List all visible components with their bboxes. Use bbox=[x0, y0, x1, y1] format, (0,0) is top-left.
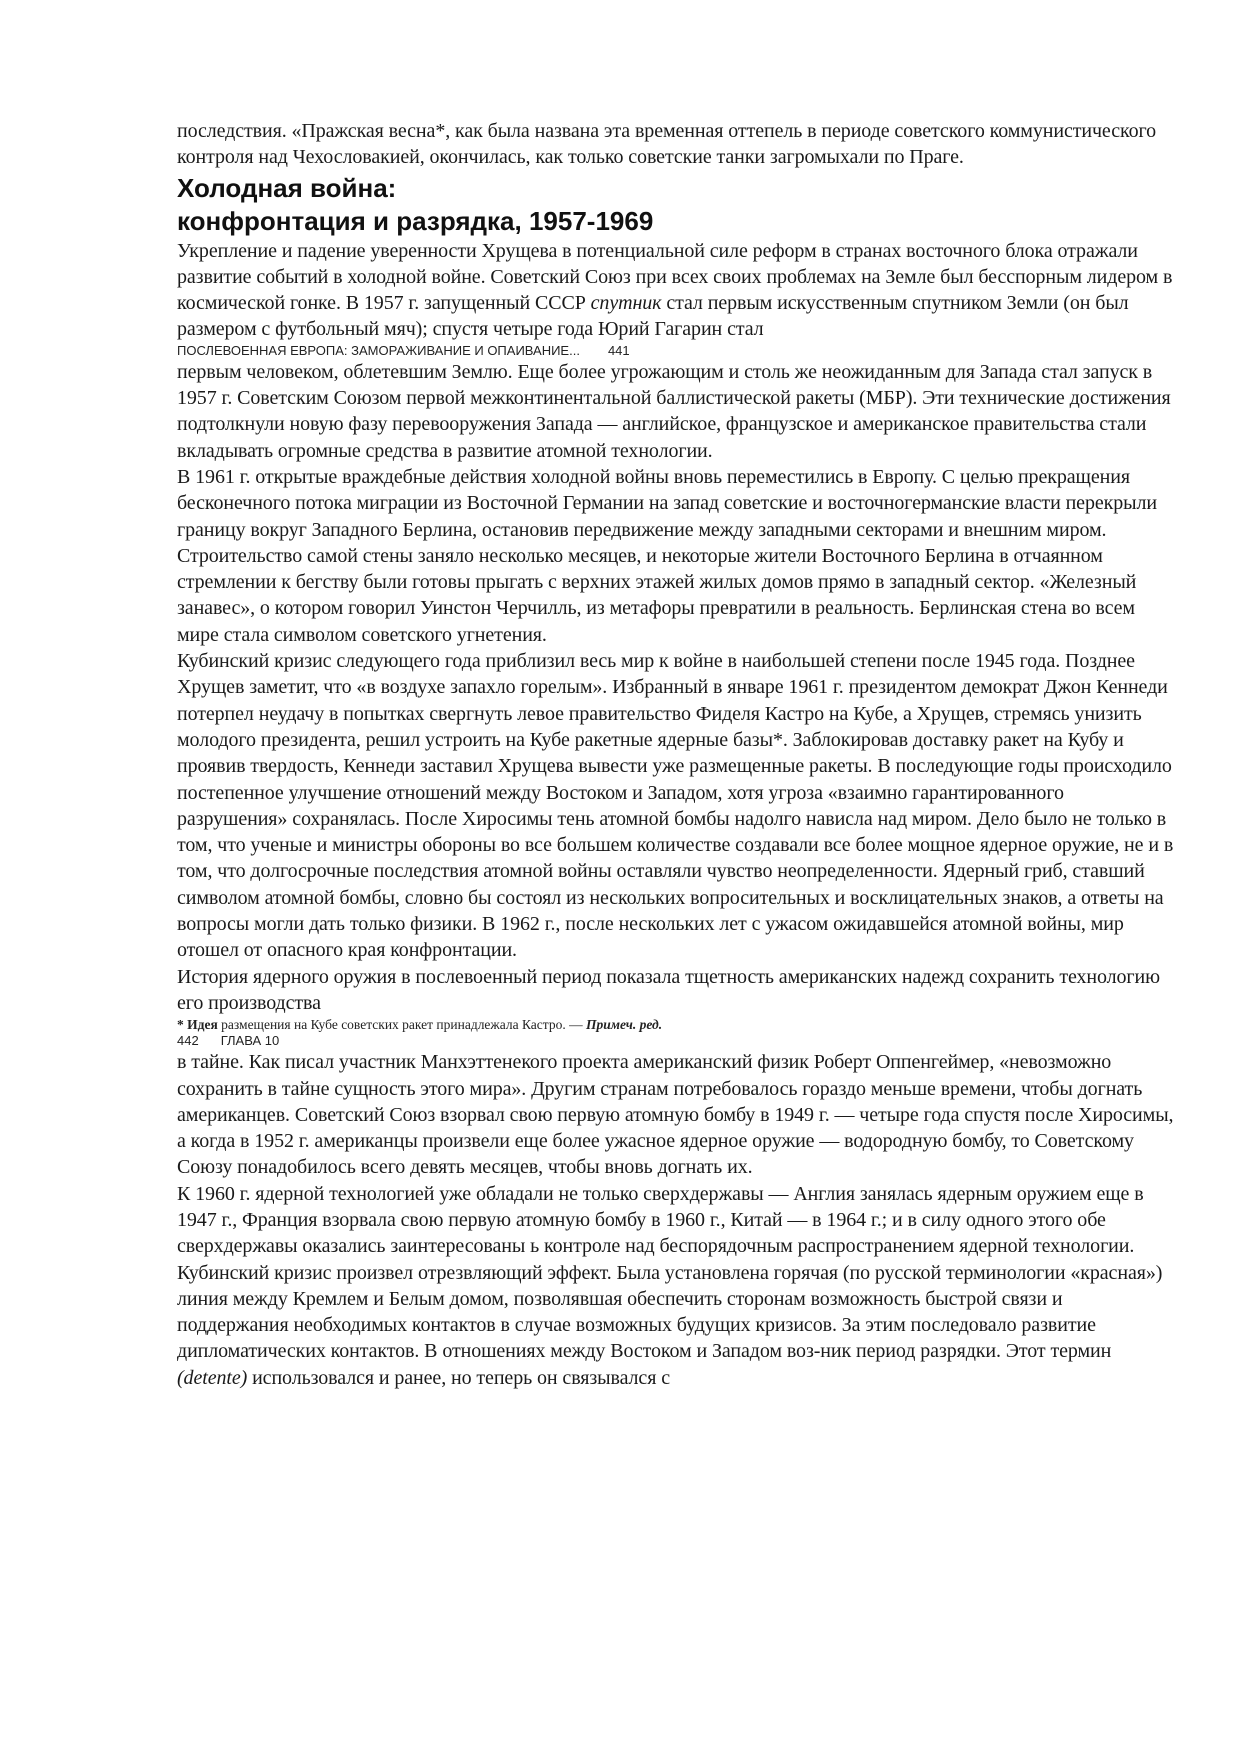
paragraph-intro: последствия. «Пражская весна*, как была названа эта временная оттепель в периоде советского коммунистического контроля над Чехословакией, окончилась, как только советские танки загромыхали по Праге. bbox=[177, 120, 1156, 169]
paragraph-6: в тайне. Как писал участник Манхэттенекого проекта американский физик Роберт Оппенгеймер, «невозможно сохранить в тайне сущность этого мира». Другим странам потребовалось гораздо меньше времени, чтобы догнать американцев. Советский Союз взорвал свою первую атомную бомбу в 1949 г. — четыре года спустя после Хиросимы, а когда в 1952 г. американцы произвели еще более ужасное ядерное оружие — водородную бомбу, то Советскому Союзу понадобилось всего девять месяцев, чтобы вновь догнать их. bbox=[177, 1051, 1174, 1179]
paragraph-1 bbox=[177, 238, 1177, 343]
paragraph-5: История ядерного оружия в послевоенный период показала тщетность американских надежд сохранить технологию его производства bbox=[177, 965, 1160, 1014]
chapter-label: ГЛАВА 10 bbox=[220, 1033, 280, 1049]
paragraph-1-text-b: стал первым искусственным спутником Земли (он был размером с футбольный мяч); спустя четыре года Юрий Гагарин стал bbox=[177, 292, 1129, 341]
footnote-text: размещения на Кубе советских ракет принадлежала Кастро. — bbox=[217, 1017, 586, 1033]
running-head-page-442 bbox=[177, 1033, 1177, 1049]
section-heading bbox=[177, 172, 1177, 238]
paragraph-7-emphasis: (detente) bbox=[177, 1366, 248, 1389]
paragraph-1-emphasis: спутник bbox=[590, 292, 662, 315]
section-heading-line-2: конфронтация и разрядка, 1957-1969 bbox=[177, 205, 654, 236]
paragraph-3: В 1961 г. открытые враждебные действия холодной войны вновь переместились в Европу. С целью прекращения бесконечного потока миграции из Восточной Германии на запад советские и восточногерманские власти перекрыли границу вокруг Западного Берлина, остановив передвижение между западными секторами и внешним миром. Строительство самой стены заняло несколько месяцев, и некоторые жители Восточного Берлина в отчаянном стремлении к бегству были готовы прыгать с верхних этажей жилых домов прямо в западный сектор. «Железный занавес», о котором говорил Уинстон Черчилль, из метафоры превратили в реальность. Берлинская стена во всем мире стала символом советского угнетения. bbox=[177, 465, 1157, 646]
paragraph-1-text-a: Укрепление и падение уверенности Хрущева в потенциальной силе реформ в странах восточного блока отражали развитие событий в холодной войне. Советский Союз при всех своих проблемах на Земле был бесспорным лидером в космической гонке. В 1957 г. запущенный СССР bbox=[177, 239, 1173, 315]
footnote-editor-note: Примеч. ред. bbox=[585, 1017, 663, 1033]
paragraph-2: первым человеком, облетевшим Землю. Еще более угрожающим и столь же неожиданным для Запада стал запуск в 1957 г. Советским Союзом первой межконтинентальной баллистической ракеты (МБР). Эти технические достижения подтолкнули новую фазу перевооружения Запада — английское, французское и американское правительства стали вкладывать огромные средства в развитие атомной технологии. bbox=[177, 360, 1171, 462]
paragraph-4: Кубинский кризис следующего года приблизил весь мир к войне в наибольшей степени после 1945 года. Позднее Хрущев заметит, что «в воздухе запахло горелым». Избранный в январе 1961 г. президентом демократ Джон Кеннеди потерпел неудачу в попытках свергнуть левое правительство Фиделя Кастро на Кубе, а Хрущев, стремясь унизить молодого президента, решил устроить на Кубе ракетные ядерные базы*. Заблокировав доставку ракет на Кубу и проявив твердость, Кеннеди заставил Хрущева вывести уже размещенные ракеты. В последующие годы происходило постепенное улучшение отношений между Востоком и Западом, хотя угроза «взаимно гарантированного разрушения» сохранялась. После Хиросимы тень атомной бомбы надолго нависла над миром. Дело было не только в том, что ученые и министры обороны во все большем количестве создавали все более мощное ядерное оружие, не и в том, что долгосрочные последствия атомной войны оставляли чувство неопределенности. Ядерный гриб, ставший символом атомной бомбы, словно бы состоял из нескольких вопросительных и восклицательных знаков, а ответы на вопросы могли дать только физики. В 1962 г., после нескольких лет с ужасом ожидавшейся атомной войны, мир отошел от опасного края конфронтации. bbox=[177, 650, 1174, 962]
document-page bbox=[177, 118, 1177, 1391]
footnote bbox=[177, 1016, 1177, 1033]
page-number: 442 bbox=[177, 1033, 199, 1049]
page-number: 441 bbox=[607, 342, 630, 358]
paragraph-7 bbox=[177, 1181, 1177, 1391]
paragraph-7-text-b: использовался и ранее, но теперь он связывался с bbox=[247, 1366, 670, 1389]
running-head-page-441 bbox=[177, 343, 1177, 359]
section-heading-line-1: Холодная война: bbox=[177, 172, 397, 203]
paragraph-7-text-a: К 1960 г. ядерной технологией уже обладали не только сверхдержавы — Англия занялась ядерным оружием еще в 1947 г., Франция взорвала свою первую атомную бомбу в 1960 г., Китай — в 1964 г.; и в силу одного этого обе сверхдержавы оказались заинтересованы ь контроле над беспорядочным распространением ядерной технологии. Кубинский кризис произвел отрезвляющий эффект. Была установлена горячая (по русской терминологии «красная») линия между Кремлем и Белым домом, позволявшая обеспечить сторонам возможность быстрой связи и поддержания необходимых контактов в случае возможных будущих кризисов. За этим последовало развитие дипломатических контактов. В отношениях между Востоком и Западом воз-ник период разрядки. Этот термин bbox=[177, 1182, 1163, 1363]
running-head-title: ПОСЛЕВОЕННАЯ ЕВРОПА: ЗАМОРАЖИВАНИЕ И ОПАИВАНИЕ... bbox=[177, 342, 580, 358]
footnote-mark: * Идея bbox=[177, 1017, 218, 1033]
